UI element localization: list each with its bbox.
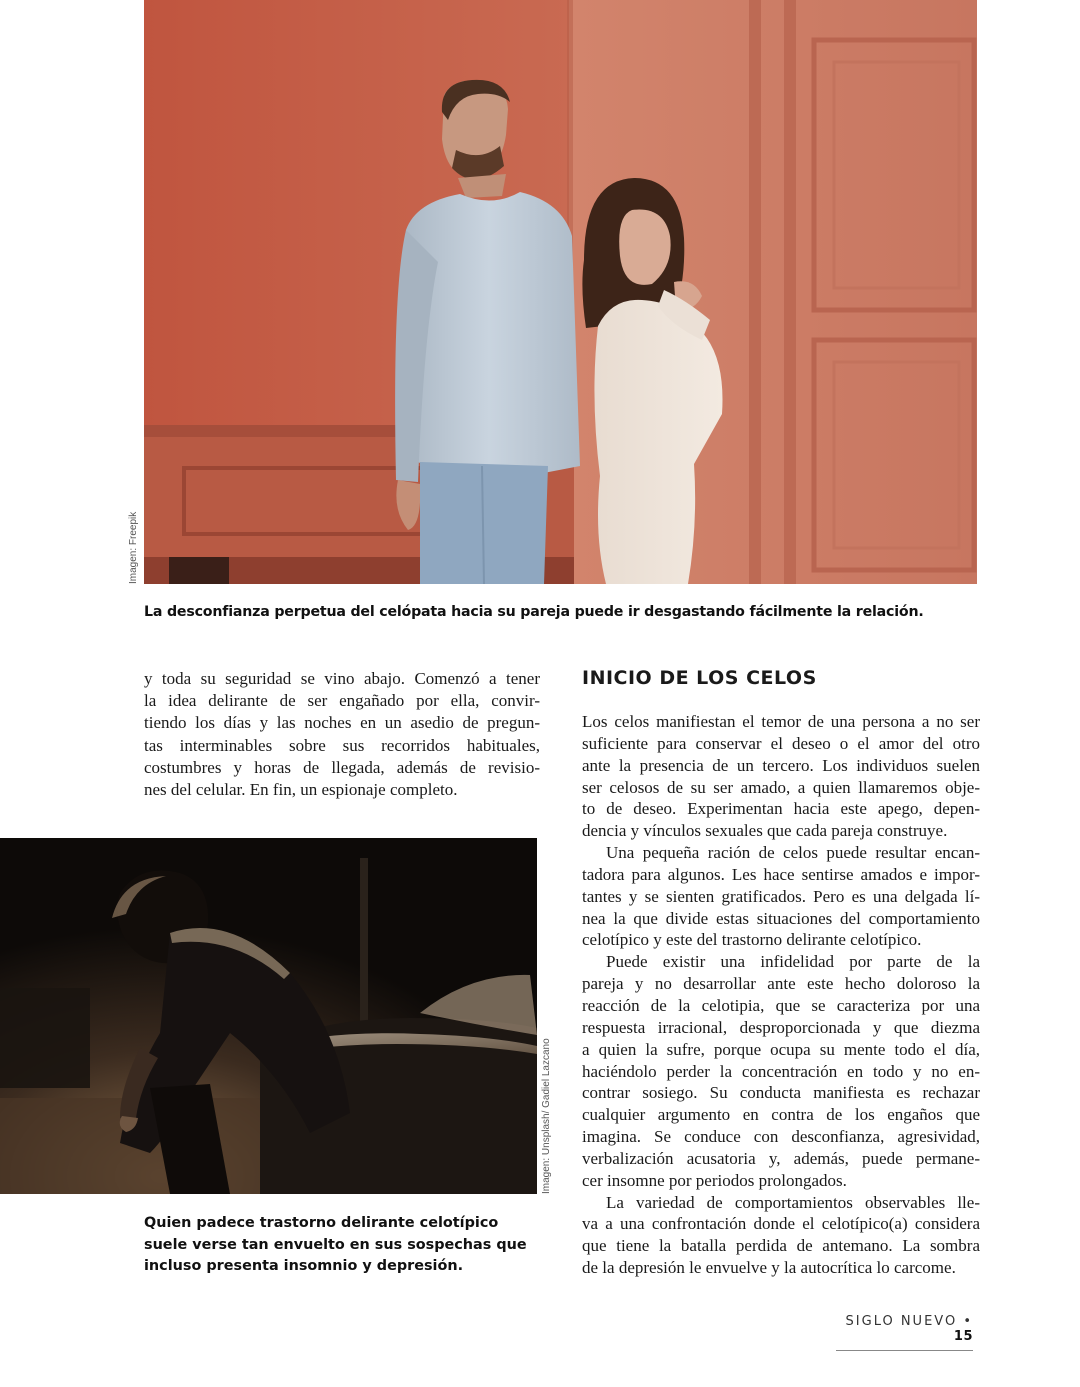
body-line: respuesta irracional, desproporcionada y que diezma — [582, 1017, 980, 1037]
body-line: Los celos manifiestan el temor de una persona a no ser — [582, 712, 980, 731]
folio-separator: • — [963, 1314, 973, 1329]
left-column-body — [144, 668, 540, 801]
body-line: ser celosos de su ser amado, a quien llamaremos obje- — [582, 777, 980, 797]
body-line: verbalización acusatoria y, además, puede permane- — [582, 1148, 980, 1168]
body-line: cer insomne por periodos prolongados. — [582, 1170, 847, 1190]
man-illustration — [0, 838, 537, 1194]
body-line: nes del celular. En fin, un espionaje completo. — [144, 780, 458, 800]
top-photo-credit: Imagen: Freepik — [128, 511, 139, 584]
body-line: to de deseo. Experimentan hacia este apego, depen- — [582, 799, 980, 819]
body-line: va a una confrontación donde el celotípico(a) considera — [582, 1214, 980, 1234]
body-line: Una pequeña ración de celos puede resultar encan- — [606, 843, 980, 863]
page-folio — [836, 1314, 973, 1351]
right-column-body — [582, 711, 980, 1279]
body-line: costumbres y horas de llegada, además de revisio- — [144, 757, 540, 777]
body-line: Puede existir una infidelidad por parte de la — [606, 952, 980, 972]
magazine-name: SIGLO NUEVO — [845, 1314, 958, 1329]
body-line: que tiene la batalla perdida de antemano. La sombra — [582, 1236, 980, 1256]
mid-photo-caption: Quien padece trastorno delirante celotípico suele verse tan envuelto en sus sospechas que incluso presenta insomnio y depresión. — [144, 1215, 527, 1274]
page-number: 15 — [953, 1329, 973, 1344]
couple-illustration — [144, 0, 977, 584]
section-heading: INICIO DE LOS CELOS — [582, 667, 817, 689]
body-line: suficiente para conservar el deseo o el amor del otro — [582, 733, 980, 753]
body-line: la idea delirante de ser engañado por ella, convir- — [144, 691, 540, 711]
body-line: imagina. Se conduce con desconfianza, agresividad, — [582, 1127, 980, 1147]
body-line: La variedad de comportamientos observables lle- — [606, 1192, 980, 1212]
body-line: a quien la sufre, porque ocupa su mente todo el día, — [582, 1039, 980, 1059]
body-line: tiendo los días y las noches en un asedio de pregun- — [144, 713, 540, 733]
top-photo-caption: La desconfianza perpetua del celópata hacia su pareja puede ir desgastando fácilmente la relación. — [144, 604, 924, 620]
body-line: tadora para algunos. Les hace sentirse amados e impor- — [582, 864, 980, 884]
body-line: y toda su seguridad se vino abajo. Comenzó a tener — [144, 669, 540, 688]
body-line: nea la que divide estas situaciones del comportamiento — [582, 908, 980, 928]
body-line: cualquier argumento en contra de los engaños que — [582, 1105, 980, 1125]
body-line: tas interminables sobre sus recorridos habituales, — [144, 735, 540, 755]
couple-photo — [144, 0, 977, 584]
mid-photo-credit: Imagen: Unsplash/ Gadiel Lazcano — [541, 1038, 552, 1194]
body-line: de la depresión le envuelve y la autocrítica lo carcome. — [582, 1258, 956, 1278]
body-line: haciéndolo perder la concentración en todo y no en- — [582, 1061, 980, 1081]
body-line: celotípico y este del trastorno delirante celotípico. — [582, 930, 922, 950]
body-line: ante la presencia de un tercero. Los individuos suelen — [582, 755, 980, 775]
body-line: contrar sosiego. Su conducta manifiesta es rechazar — [582, 1083, 980, 1103]
body-line: pareja y no desarrollar ante este hecho doloroso la — [582, 974, 980, 994]
body-line: reacción de la celotipia, que se caracteriza por una — [582, 995, 980, 1015]
body-line: dencia y vínculos sexuales que cada pareja construye. — [582, 821, 948, 841]
body-line: tantes y se sienten gratificados. Pero es una delgada lí- — [582, 886, 980, 906]
man-sitting-photo — [0, 838, 537, 1194]
